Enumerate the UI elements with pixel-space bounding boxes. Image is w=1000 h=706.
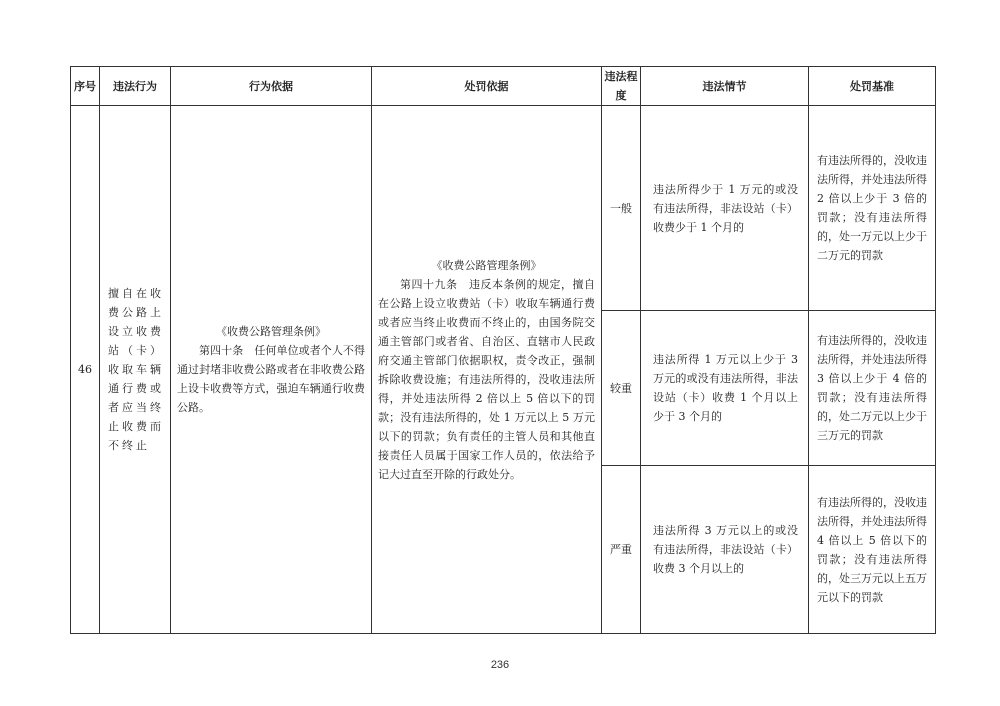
table-row [71, 106, 936, 311]
page-number: 236 [490, 659, 510, 671]
act-basis [171, 106, 372, 634]
violation-act: 擅自在收费公路上设立收费站（卡）收取车辆通行费或者应当终止收费而不终止 [100, 106, 171, 634]
header-standard: 处罚基准 [809, 67, 936, 106]
header-degree: 违法程度 [602, 67, 641, 106]
circumstance-severe: 违法所得 3 万元以上的或没有违法所得，非法设站（卡）收费 3 个月以上的 [641, 466, 809, 634]
degree-serious: 较重 [602, 311, 641, 466]
act-basis-title: 《收费公路管理条例》 [216, 325, 326, 338]
penalty-basis [372, 106, 602, 634]
circumstance-serious: 违法所得 1 万元以上少于 3 万元的或没有违法所得，非法设站（卡）收费 1 个月以上少于 3 个月的 [641, 311, 809, 466]
header-penalty-basis: 处罚依据 [372, 67, 602, 106]
penalty-basis-text: 第四十九条 违反本条例的规定，擅自在公路上设立收费站（卡）收取车辆通行费或者应当终止收费而不终止的，由国务院交通主管部门或者省、自治区、直辖市人民政府交通主管部门依据职权，责令改正，强制拆除收费设施；有违法所得的，没收违法所得，并处违法所得 2 倍以上 5 倍以下的罚款；没有违法所得的，处 1 万元以上 5 万元以下的罚款；负有责任的主管人员和其他直接责任人员属于国家工作人员的，依法给予记大过直至开除的行政处分。 [378, 277, 595, 481]
standard-general: 有违法所得的，没收违法所得，并处违法所得 2 倍以上少于 3 倍的罚款；没有违法所得的，处一万元以上少于二万元的罚款 [809, 106, 936, 311]
header-act: 违法行为 [100, 67, 171, 106]
penalty-standard-table [70, 66, 936, 634]
row-number: 46 [71, 106, 100, 634]
degree-severe: 严重 [602, 466, 641, 634]
act-basis-text: 第四十条 任何单位或者个人不得通过封堵非收费公路或者在非收费公路上设卡收费等方式，强迫车辆通行收费公路。 [177, 344, 365, 414]
header-circumstance: 违法情节 [641, 67, 809, 106]
degree-general: 一般 [602, 106, 641, 311]
standard-severe: 有违法所得的，没收违法所得，并处违法所得 4 倍以上 5 倍以下的罚款；没有违法所得的，处三万元以上五万元以下的罚款 [809, 466, 936, 634]
penalty-basis-title: 《收费公路管理条例》 [431, 258, 542, 272]
header-act-basis: 行为依据 [171, 67, 372, 106]
header-no: 序号 [71, 67, 100, 106]
standard-serious: 有违法所得的，没收违法所得，并处违法所得 3 倍以上少于 4 倍的罚款；没有违法所得的，处二万元以上少于三万元的罚款 [809, 311, 936, 466]
header-row [71, 67, 936, 106]
circumstance-general: 违法所得少于 1 万元的或没有违法所得，非法设站（卡）收费少于 1 个月的 [641, 106, 809, 311]
